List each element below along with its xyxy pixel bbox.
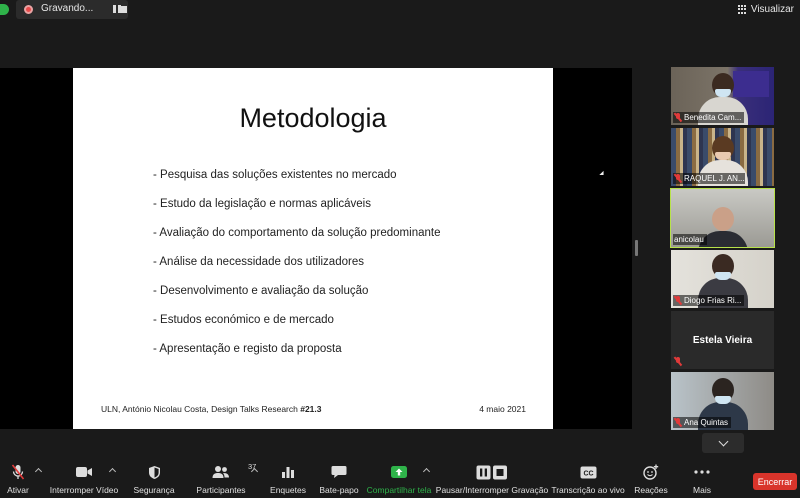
reactions-label: Reações bbox=[634, 485, 668, 495]
reactions-button[interactable] bbox=[636, 462, 666, 498]
view-label: Visualizar bbox=[750, 4, 794, 15]
poll-chart-icon bbox=[281, 465, 295, 479]
slide-footer-text: ULN, António Nicolau Costa, Design Talks Research bbox=[101, 404, 301, 414]
participants-options-caret[interactable] bbox=[251, 468, 258, 475]
participant-name-tag bbox=[673, 417, 731, 428]
meeting-topbar bbox=[0, 0, 800, 20]
more-button[interactable] bbox=[690, 462, 714, 498]
slide-title: Metodologia bbox=[239, 103, 387, 133]
encryption-shield-icon[interactable] bbox=[0, 4, 9, 15]
chat-label: Bate-papo bbox=[319, 485, 359, 495]
mic-muted-icon bbox=[674, 113, 682, 122]
microphone-muted-icon bbox=[11, 464, 25, 480]
slide-bullet: - Desenvolvimento e avaliação da solução bbox=[153, 285, 369, 297]
participant-tile-no-video[interactable] bbox=[671, 311, 774, 369]
mic-muted-icon bbox=[674, 174, 682, 183]
participant-name-tag bbox=[673, 112, 744, 123]
participant-name-tag bbox=[673, 295, 744, 306]
gallery-next-page-button[interactable] bbox=[702, 433, 744, 453]
participant-name: anicolau bbox=[674, 235, 704, 244]
share-screen-icon bbox=[390, 465, 408, 479]
smiley-plus-icon bbox=[643, 464, 659, 480]
pause-stop-recording-button[interactable] bbox=[435, 462, 549, 498]
stop-video-label: Interromper Vídeo bbox=[49, 485, 119, 495]
shield-icon bbox=[148, 465, 161, 480]
more-dots-icon bbox=[694, 470, 710, 474]
grid-view-icon bbox=[738, 5, 747, 14]
participants-label: Participantes bbox=[196, 485, 246, 495]
chat-bubble-icon bbox=[331, 465, 347, 479]
recording-dot-icon bbox=[24, 5, 33, 14]
slide-date: 4 maio 2021 bbox=[479, 404, 526, 414]
panel-resize-handle[interactable] bbox=[635, 240, 638, 256]
chevron-down-icon bbox=[718, 436, 728, 446]
participant-tile[interactable] bbox=[671, 250, 774, 308]
mic-muted-icon bbox=[674, 296, 682, 305]
slide-bullet: - Pesquisa das soluções existentes no mercado bbox=[153, 169, 397, 181]
share-screen-label: Compartilhar tela bbox=[366, 485, 432, 495]
slide-bullet: - Estudos económico e de mercado bbox=[153, 314, 334, 326]
participant-name: Diogo Frias Ri... bbox=[684, 296, 742, 305]
stop-recording-icon[interactable] bbox=[120, 6, 127, 13]
participant-name: RAQUEL J. AN... bbox=[684, 174, 745, 183]
mic-muted-icon bbox=[674, 418, 682, 427]
recording-indicator bbox=[16, 0, 128, 19]
slide-bullet-list bbox=[153, 168, 440, 371]
participant-name-tag bbox=[673, 173, 745, 184]
slide-bullet: - Avaliação do comportamento da solução predominante bbox=[153, 227, 441, 239]
slide-bullet: - Apresentação e registo da proposta bbox=[153, 343, 342, 355]
chat-button[interactable] bbox=[320, 462, 358, 498]
security-label: Segurança bbox=[133, 485, 175, 495]
more-label: Mais bbox=[693, 485, 711, 495]
audio-options-caret[interactable] bbox=[35, 468, 42, 475]
participant-name-tag bbox=[673, 234, 707, 245]
unmute-button[interactable] bbox=[4, 462, 32, 498]
participants-icon bbox=[212, 465, 230, 479]
polls-label: Enquetes bbox=[270, 485, 306, 495]
participants-button[interactable] bbox=[196, 462, 257, 498]
stop-video-button[interactable] bbox=[49, 462, 119, 498]
presentation-slide bbox=[73, 68, 553, 429]
slide-footer bbox=[101, 404, 322, 414]
view-button[interactable] bbox=[738, 2, 794, 17]
slide-bullet: - Análise da necessidade dos utilizadores bbox=[153, 256, 364, 268]
security-button[interactable] bbox=[134, 462, 174, 498]
participants-count: 37 bbox=[248, 462, 257, 471]
participant-tile[interactable] bbox=[671, 128, 774, 186]
share-screen-button[interactable] bbox=[368, 462, 430, 498]
participant-tile[interactable] bbox=[671, 372, 774, 430]
end-meeting-button[interactable]: Encerrar bbox=[753, 473, 797, 490]
pause-stop-icon bbox=[476, 465, 508, 480]
unmute-label: Ativar bbox=[7, 485, 29, 495]
video-camera-icon bbox=[75, 466, 93, 478]
participant-tile[interactable] bbox=[671, 67, 774, 125]
polls-button[interactable] bbox=[270, 462, 306, 498]
mouse-cursor-icon bbox=[599, 171, 605, 177]
participant-display-name: Estela Vieira bbox=[692, 334, 753, 346]
mic-muted-icon bbox=[674, 357, 682, 366]
pause-stop-recording-label: Pausar/Interromper Gravação bbox=[435, 485, 549, 495]
participant-name: Ana Quintas bbox=[684, 418, 729, 427]
participant-status-tag bbox=[673, 356, 685, 367]
closed-caption-icon bbox=[580, 466, 597, 479]
participant-name: Benedita Cam... bbox=[684, 113, 742, 122]
svg-text:CC: CC bbox=[582, 470, 594, 477]
live-transcription-label: Transcrição ao vivo bbox=[551, 485, 625, 495]
slide-bullet: - Estudo da legislação e normas aplicáveis bbox=[153, 198, 371, 210]
recording-label: Gravando... bbox=[41, 3, 94, 14]
meeting-toolbar bbox=[0, 462, 800, 498]
shared-screen bbox=[0, 68, 632, 429]
live-transcription-button[interactable] bbox=[551, 462, 625, 498]
participant-tile-active-speaker[interactable] bbox=[671, 189, 774, 247]
slide-footer-code: #21.3 bbox=[300, 404, 322, 414]
